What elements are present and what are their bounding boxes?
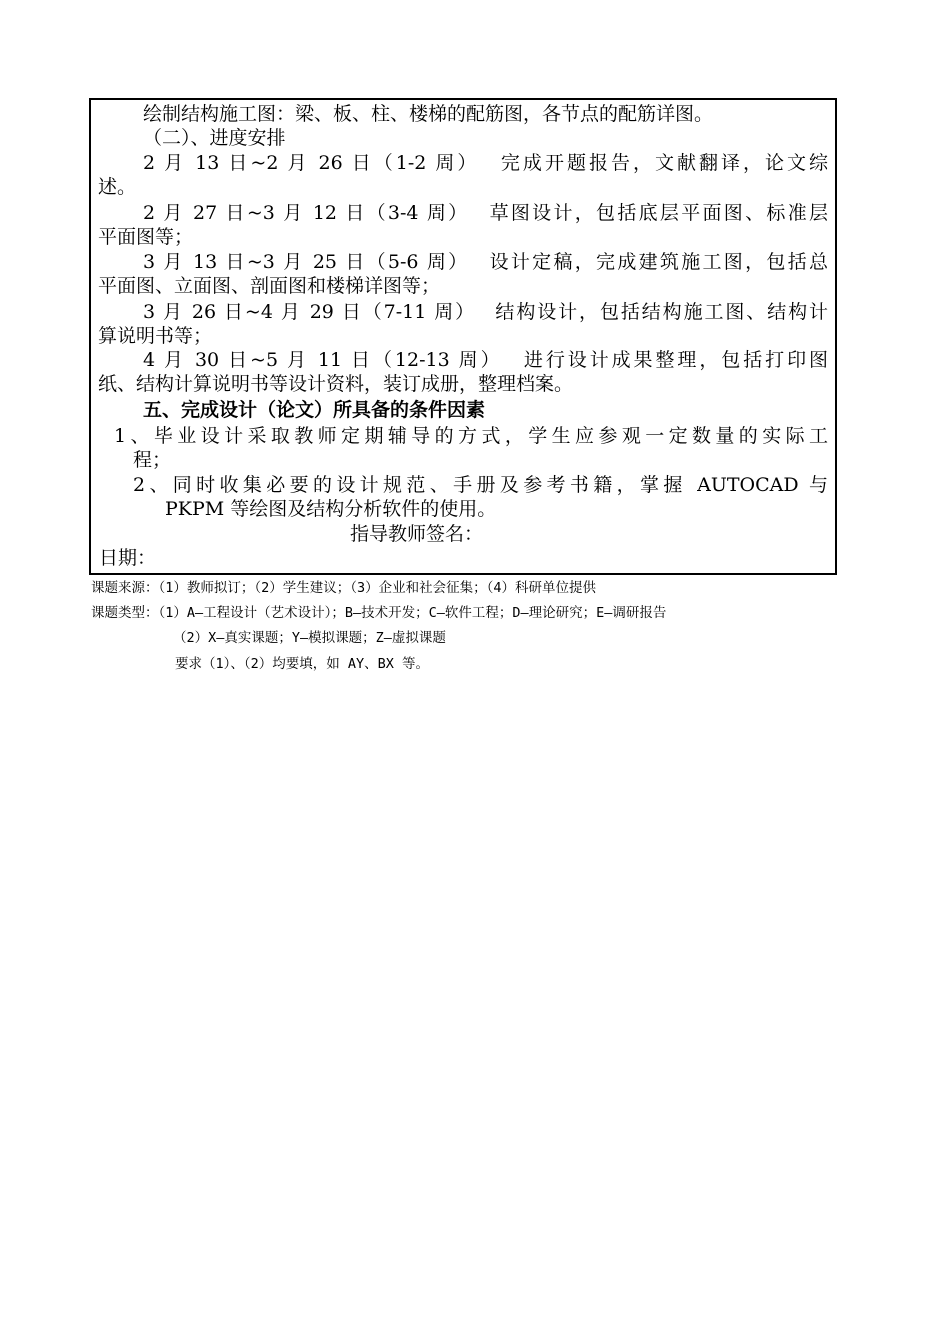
schedule-item-5: 4 月 30 日~5 月 11 日（12-13 周） 进行设计成果整理，包括打印图 xyxy=(143,349,828,371)
section-5-title: 五、完成设计（论文）所具备的条件因素 xyxy=(143,399,486,421)
condition-1-cont: 程； xyxy=(133,449,172,471)
schedule-item-5-cont: 纸、结构计算说明书等设计资料，装订成册，整理档案。 xyxy=(98,373,574,395)
note-topic-source: 课题来源：（1）教师拟订；（2）学生建议；（3）企业和社会征集；（4）科研单位提供 xyxy=(91,580,597,596)
schedule-item-2: 2 月 27 日~3 月 12 日（3-4 周） 草图设计，包括底层平面图、标准层 xyxy=(143,202,828,224)
condition-2-cont: PKPM 等绘图及结构分析软件的使用。 xyxy=(165,498,497,520)
advisor-signature-label: 指导教师签名： xyxy=(350,523,484,545)
schedule-item-4-cont: 算说明书等； xyxy=(98,325,213,347)
schedule-item-2-cont: 平面图等； xyxy=(98,226,194,248)
note-topic-type: 课题类型：（1）A—工程设计（艺术设计）；B—技术开发；C—软件工程；D—理论研究；E—调研报告 xyxy=(91,605,667,621)
drawing-requirement-line: 绘制结构施工图：梁、板、柱、楼梯的配筋图，各节点的配筋详图。 xyxy=(143,103,714,125)
schedule-heading: （二）、进度安排 xyxy=(143,127,286,149)
schedule-item-4: 3 月 26 日~4 月 29 日（7-11 周） 结构设计，包括结构施工图、结构计 xyxy=(143,301,828,323)
date-label: 日期： xyxy=(99,547,157,569)
schedule-item-3-cont: 平面图、立面图、剖面图和楼梯详图等； xyxy=(98,275,441,297)
condition-1: 1、毕业设计采取教师定期辅导的方式，学生应参观一定数量的实际工 xyxy=(114,425,828,447)
note-requirement: 要求（1）、（2）均要填，如 AY、BX 等。 xyxy=(175,656,430,672)
schedule-item-3: 3 月 13 日~3 月 25 日（5-6 周） 设计定稿，完成建筑施工图，包括总 xyxy=(143,251,828,273)
condition-2: 2、同时收集必要的设计规范、手册及参考书籍，掌握 AUTOCAD 与 xyxy=(133,474,828,496)
schedule-item-1-cont: 述。 xyxy=(98,176,137,198)
schedule-item-1: 2 月 13 日~2 月 26 日（1-2 周） 完成开题报告，文献翻译，论文综 xyxy=(143,152,828,174)
note-topic-type-2: （2）X—真实课题；Y—模拟课题；Z—虚拟课题 xyxy=(173,630,446,646)
